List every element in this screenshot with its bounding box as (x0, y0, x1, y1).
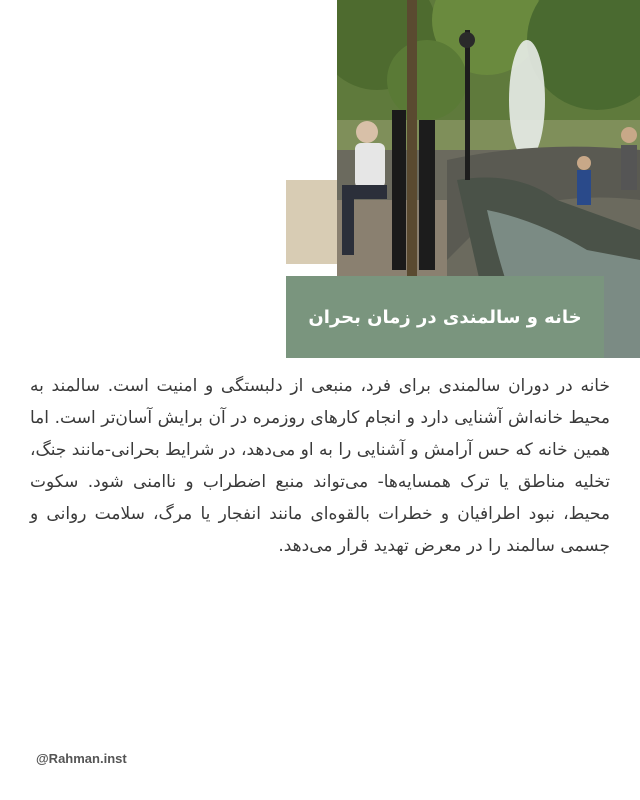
title-banner (286, 276, 604, 358)
page-title: خانه و سالمندی در زمان بحران (308, 306, 582, 328)
account-handle: @Rahman.inst (36, 751, 127, 766)
body-paragraph: خانه در دوران سالمندی برای فرد، منبعی از دلبستگی و امنیت است. سالمند به محیط خانه‌اش آشنایی دارد و انجام کارهای روزمره در آن برایش آسان‌تر است. اما همین خانه که حس آرامش و آشنایی را به او می‌دهد، در شرایط بحرانی-مانند جنگ، تخلیه مناطق یا ترک همسایه‌ها- می‌تواند منبع اضطراب و ناامنی شود. سکوت محیط، نبود اطرافیان و خطرات بالقوه‌ای مانند انفجار یا مرگ، سلامت روانی و جسمی سالمند را در معرض تهدید قرار می‌دهد. (30, 376, 610, 556)
accent-block (286, 180, 337, 264)
